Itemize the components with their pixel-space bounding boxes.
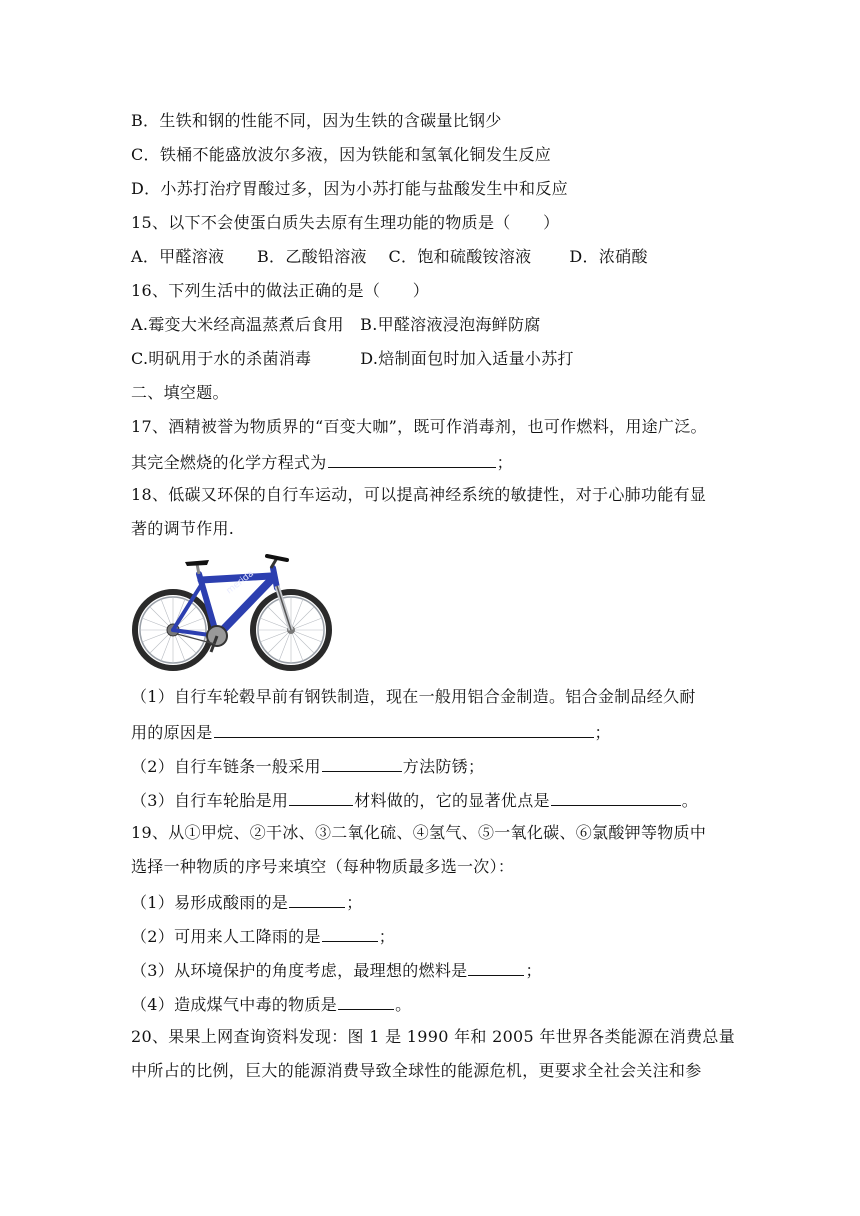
answer-blank[interactable] [338, 993, 394, 1010]
answer-blank[interactable] [289, 789, 353, 806]
part-1-prefix: 用的原因是 [131, 723, 213, 742]
answer-blank[interactable] [468, 959, 524, 976]
question-20: 20、果果上网查询资料发现：图 1 是 1990 年和 2005 年世界各类能源在消费总量 [131, 1027, 735, 1046]
frame-logo: merida [224, 568, 256, 597]
q19-4-prefix: （4）造成煤气中毒的物质是 [131, 995, 338, 1014]
q19-2-prefix: （2）可用来人工降雨的是 [131, 927, 321, 946]
question-19: 19、从①甲烷、②干冰、③二氧化硫、④氢气、⑤一氧化碳、⑥氯酸钾等物质中 [131, 823, 707, 842]
question-19-part-3 [131, 959, 542, 981]
question-18-part-3 [131, 789, 698, 811]
option-d-q14: D．小苏打治疗胃酸过多，因为小苏打能与盐酸发生中和反应 [131, 179, 568, 198]
question-18-part-1-blank-line [131, 721, 611, 743]
answer-blank[interactable] [322, 925, 378, 942]
option-c-q14: C．铁桶不能盛放波尔多液，因为铁能和氢氧化铜发生反应 [131, 145, 552, 164]
question-17-blank-line [131, 451, 513, 473]
question-19-part-4 [131, 993, 411, 1015]
q19-1-prefix: （1）易形成酸雨的是 [131, 893, 289, 912]
options-q15: A．甲醛溶液 B．乙酸铅溶液 C．饱和硫酸铵溶液 D．浓硝酸 [131, 247, 648, 266]
question-20-cont: 中所占的比例，巨大的能源消费导致全球性的能源危机，更要求全社会关注和参 [131, 1061, 702, 1080]
answer-blank[interactable] [322, 755, 402, 772]
question-16: 16、下列生活中的做法正确的是（ ） [131, 281, 430, 300]
part-3-middle: 材料做的，它的显著优点是 [354, 791, 550, 810]
question-19-cont: 选择一种物质的序号来填空（每种物质最多选一次）： [131, 857, 515, 876]
q19-1-suffix: ； [346, 893, 363, 912]
question-17-suffix: ； [496, 453, 513, 472]
options-q16-ab: A.霉变大米经高温蒸煮后食用 B.甲醛溶液浸泡海鲜防腐 [131, 315, 541, 334]
q19-3-suffix: ； [525, 961, 542, 980]
part-2-prefix: （2）自行车链条一般采用 [131, 757, 321, 776]
part-2-suffix: 方法防锈； [402, 757, 485, 776]
q19-3-prefix: （3）从环境保护的角度考虑，最理想的燃料是 [131, 961, 468, 980]
bicycle-image [131, 546, 333, 674]
section-heading-fill-in: 二、填空题。 [131, 383, 229, 402]
answer-blank[interactable] [289, 891, 345, 908]
question-18: 18、低碳又环保的自行车运动，可以提高神经系统的敏捷性，对于心肺功能有显 [131, 485, 707, 504]
question-18-part-1: （1）自行车轮毂早前有钢铁制造，现在一般用铝合金制造。铝合金制品经久耐 [131, 687, 696, 706]
handlebar [267, 556, 287, 560]
part-3-prefix: （3）自行车轮胎是用 [131, 791, 289, 810]
question-19-part-1 [131, 891, 363, 913]
option-b-q14: B．生铁和钢的性能不同，因为生铁的含碳量比钢少 [131, 111, 502, 130]
answer-blank[interactable] [214, 721, 594, 738]
q19-4-suffix: 。 [395, 995, 412, 1014]
options-q16-cd: C.明矾用于水的杀菌消毒 D.焙制面包时加入适量小苏打 [131, 349, 574, 368]
q19-2-suffix: ； [378, 927, 396, 946]
part-1-suffix: ； [594, 723, 611, 742]
answer-blank[interactable] [328, 451, 496, 468]
question-18-cont: 著的调节作用. [131, 519, 235, 538]
question-18-part-2 [131, 755, 484, 777]
part-3-suffix: 。 [681, 791, 699, 810]
saddle [185, 560, 209, 566]
question-15: 15、以下不会使蛋白质失去原有生理功能的物质是（ ） [131, 213, 560, 232]
answer-blank[interactable] [551, 789, 681, 806]
question-19-part-2 [131, 925, 395, 947]
question-17-prefix: 其完全燃烧的化学方程式为 [131, 453, 327, 472]
question-17: 17、酒精被誉为物质界的“百变大咖”，既可作消毒剂，也可作燃料，用途广泛。 [131, 417, 707, 436]
